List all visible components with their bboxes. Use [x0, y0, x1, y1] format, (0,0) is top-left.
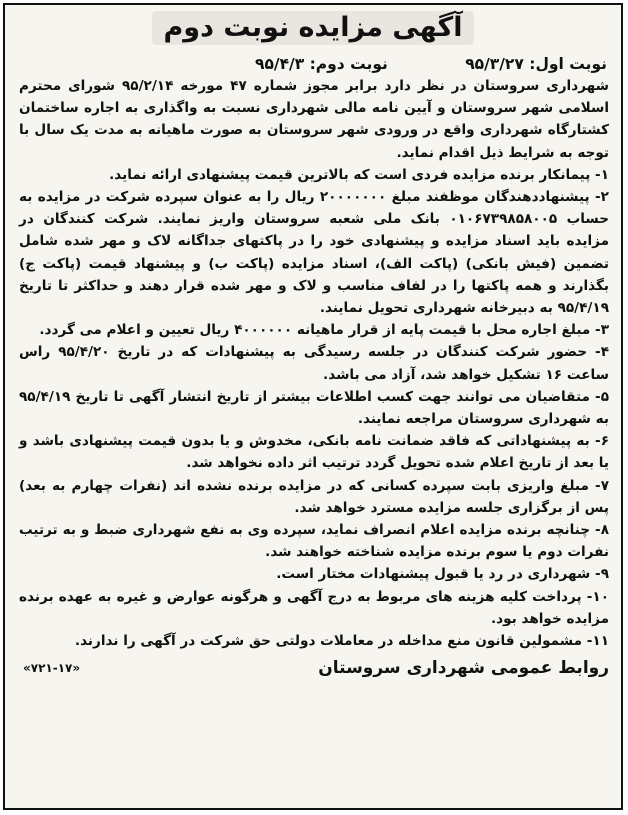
signature: روابط عمومی شهرداری سروستان	[318, 658, 609, 679]
condition-8: ۸- چنانچه برنده مزایده اعلام انصراف نماید، سپرده وی به نفع شهرداری ضبط و به ترتیب نفرات دوم یا سوم برنده مزایده شناخته خواهند شد.	[19, 522, 609, 561]
notice-title: آگهی مزایده نوبت دوم	[152, 11, 475, 45]
condition-2: ۲- پیشنهاددهندگان موظفند مبلغ ۲۰۰۰۰۰۰۰ ریال را به عنوان سپرده شرکت در مزایده به حساب ۰۱۰۶۷۳۹۸۵۸۰۰۵ بانک ملی شعبه سروستان واریز نمایند. شرکت کنندگان در مزایده باید اسناد مزایده و پیشنهادی خود را در پاکتهای جداگانه لاک و مهر شده شامل تضمین (فیش بانکی) (پاکت الف)، اسناد مزایده (پاکت ب) و پیشنهاد قیمت (پاکت ج) بگذارند و همه پاکتها را در لفاف مناسب و لاک و مهر شده قرار دهند و حداکثر تا تاریخ ۹۵/۴/۱۹ به دبیرخانه شهرداری تحویل نمایند.	[19, 189, 609, 317]
condition-5: ۵- متقاضیان می توانند جهت کسب اطلاعات بیشتر از تاریخ انتشار آگهی تا تاریخ ۹۵/۴/۱۹ به شهرداری سروستان مراجعه نمایند.	[19, 388, 609, 428]
first-round-date: نوبت اول: ۹۵/۳/۲۷	[465, 55, 607, 73]
notice-frame	[3, 3, 623, 810]
title-area	[5, 11, 621, 53]
notice-code: «۷۲۱-۱۷»	[23, 661, 81, 676]
condition-1: ۱- پیمانکار برنده مزایده فردی است که بالاترین قیمت پیشنهادی ارائه نماید.	[109, 166, 609, 183]
condition-11: ۱۱- مشمولین قانون منع مداخله در معاملات دولتی حق شرکت در آگهی را ندارند.	[74, 633, 609, 650]
condition-9: ۹- شهرداری در رد یا قبول پیشنهادات مختار است.	[276, 566, 609, 583]
second-round-date: نوبت دوم: ۹۵/۴/۳	[255, 55, 388, 73]
condition-4: ۴- حضور شرکت کنندگان در جلسه رسیدگی به پیشنهادات که در تاریخ ۹۵/۴/۲۰ راس ساعت ۱۶ تشکیل خواهد شد، آزاد می باشد.	[19, 344, 609, 383]
condition-10: ۱۰- پرداخت کلیه هزینه های مربوط به درج آگهی و هرگونه عوارض و غیره به عهده برنده مزایده خواهد بود.	[19, 588, 609, 627]
notice-footer	[5, 655, 621, 681]
notice-body	[5, 75, 621, 652]
round-dates	[5, 53, 621, 75]
condition-7: ۷- مبلغ واریزی بابت سپرده کسانی که در مزایده برنده نشده اند (نفرات چهارم به بعد) پس از برگزاری جلسه مزایده مسترد خواهد شد.	[19, 477, 609, 516]
condition-6: ۶- به پیشنهاداتی که فاقد ضمانت نامه بانکی، مخدوش و یا بدون قیمت پیشنهادی باشد و یا بعد از تاریخ اعلام شده تحویل گردد ترتیب اثر داده نخواهد شد.	[19, 433, 609, 472]
intro-paragraph: شهرداری سروستان در نظر دارد برابر مجوز شماره ۴۷ مورخه ۹۵/۲/۱۴ شورای محترم اسلامی شهر سروستان و آیین نامه مالی شهرداری نسبت به واگذاری به اجاره ساختمان کشتارگاه شهرداری واقع در ورودی شهر سروستان به صورت ماهیانه به مدت یک سال با توجه به شرایط ذیل اقدام نماید.	[19, 78, 609, 161]
condition-3: ۳- مبلغ اجاره محل با قیمت پایه از قرار ماهیانه ۴۰۰۰۰۰۰ ریال تعیین و اعلام می گردد.	[39, 322, 609, 339]
